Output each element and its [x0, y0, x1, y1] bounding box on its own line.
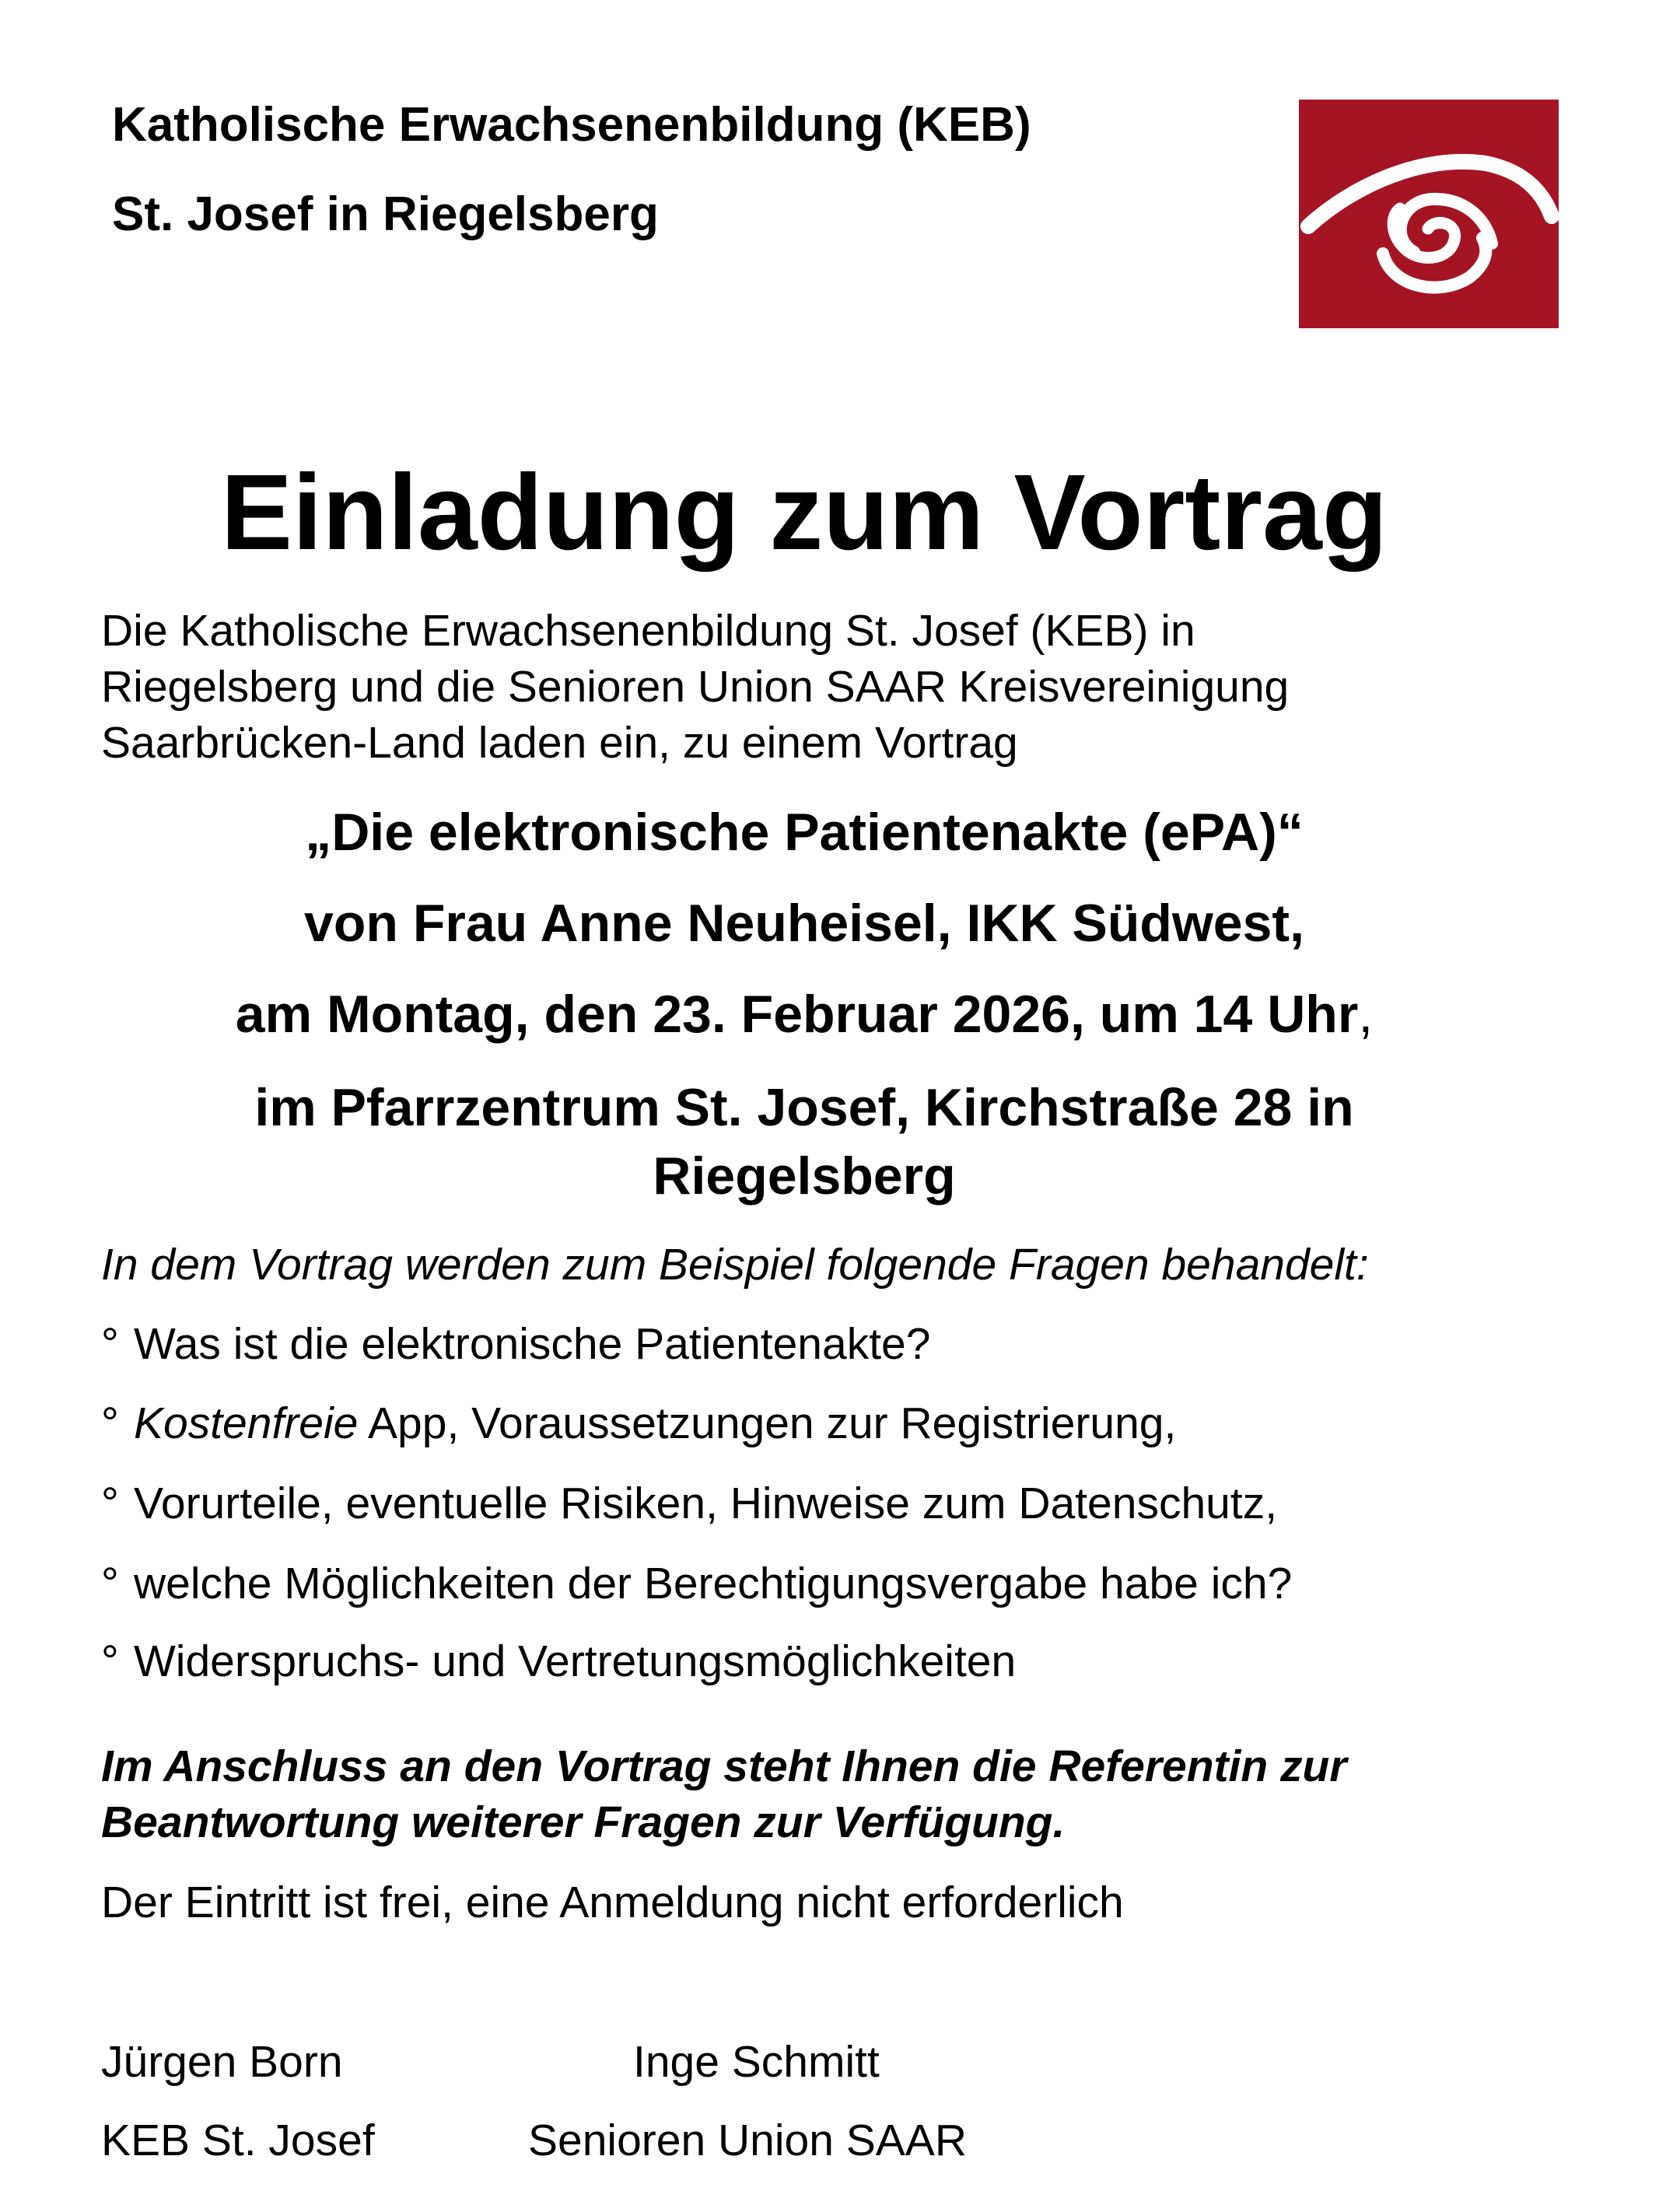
- closing-note: Beantwortung weiterer Fragen zur Verfügung.: [101, 1797, 1066, 1847]
- list-item: ° Widerspruchs- und Vertretungsmöglichkeiten: [101, 1636, 1017, 1686]
- signature-org: KEB St. Josef: [101, 2116, 375, 2165]
- list-item: ° Vorurteile, eventuelle Risiken, Hinweise zum Datenschutz,: [101, 1479, 1278, 1528]
- bullet-degree-icon: °: [101, 1319, 119, 1369]
- bullet-degree-icon: °: [101, 1559, 119, 1608]
- event-location: im Pfarrzentrum St. Josef, Kirchstraße 28 in: [254, 1078, 1354, 1137]
- eye-spiral-icon: [1299, 100, 1559, 328]
- page-title: Einladung zum Vortrag: [220, 453, 1388, 572]
- intro-line: Saarbrücken-Land laden ein, zu einem Vortrag: [101, 718, 1018, 768]
- questions-intro: In dem Vortrag werden zum Beispiel folgende Fragen behandelt:: [101, 1240, 1369, 1290]
- event-date-text: am Montag, den 23. Februar 2026, um 14 Uhr: [235, 985, 1359, 1044]
- bullet-degree-icon: °: [101, 1398, 119, 1448]
- bullet-degree-icon: °: [101, 1479, 119, 1528]
- list-item: ° Kostenfreie App, Voraussetzungen zur Registrierung,: [101, 1398, 1177, 1448]
- event-date: [0, 985, 1608, 1044]
- list-item: ° welche Möglichkeiten der Berechtigungsvergabe habe ich?: [101, 1559, 1293, 1608]
- admission-note: Der Eintritt ist frei, eine Anmeldung nicht erforderlich: [101, 1878, 1124, 1927]
- signature-name: Inge Schmitt: [633, 2037, 880, 2087]
- intro-line: Riegelsberg und die Senioren Union SAAR Kreisvereinigung: [101, 662, 1290, 712]
- list-item: ° Was ist die elektronische Patientenakte?: [101, 1319, 931, 1369]
- intro-line: Die Katholische Erwachsenenbildung St. Josef (KEB) in: [101, 606, 1195, 656]
- event-location-town: Riegelsberg: [653, 1146, 956, 1206]
- bullet-degree-icon: °: [101, 1636, 119, 1686]
- event-topic: „Die elektronische Patientenakte (ePA)“: [305, 803, 1304, 862]
- keb-logo-icon: [1299, 100, 1559, 328]
- signature-name: Jürgen Born: [101, 2037, 343, 2087]
- event-date-suffix: ,: [1358, 985, 1374, 1044]
- closing-note: Im Anschluss an den Vortrag steht Ihnen die Referentin zur: [101, 1741, 1347, 1791]
- event-speaker: von Frau Anne Neuheisel, IKK Südwest,: [304, 894, 1304, 953]
- organization-name: Katholische Erwachsenenbildung (KEB): [112, 98, 1031, 152]
- signature-org: Senioren Union SAAR: [528, 2116, 967, 2165]
- organization-location: St. Josef in Riegelsberg: [112, 187, 659, 241]
